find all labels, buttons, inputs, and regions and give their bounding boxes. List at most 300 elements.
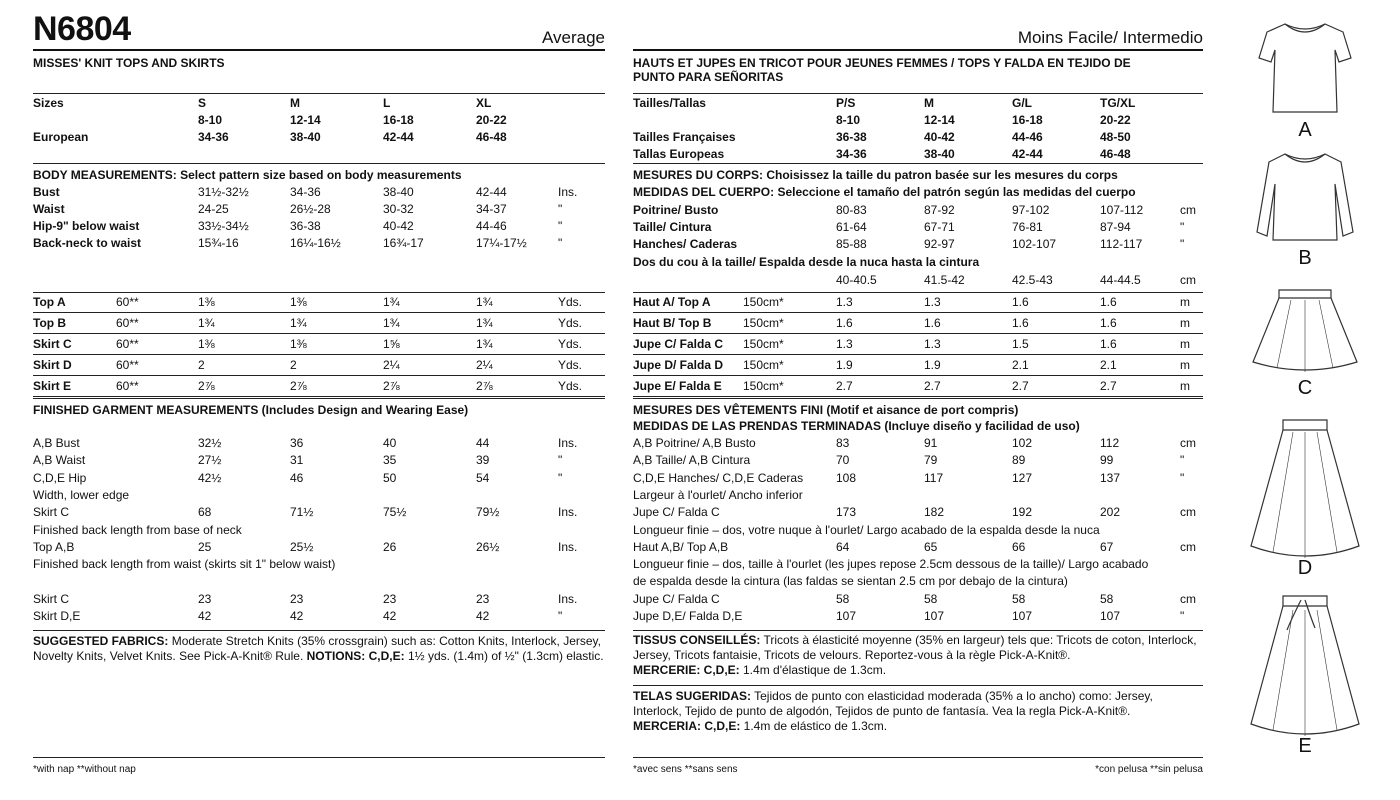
- yardage-row: [33, 379, 605, 395]
- cell: L: [383, 96, 391, 110]
- finished-measurement-row: [33, 609, 605, 625]
- cell: 76-81: [1012, 220, 1043, 234]
- finished-measurement-row: [633, 453, 1203, 469]
- cell: 1.3: [924, 337, 941, 351]
- cell: 36-38: [836, 130, 867, 144]
- row-label: C,D,E Hip: [33, 470, 87, 485]
- cell: 87-92: [924, 203, 955, 217]
- cell: 42: [198, 609, 212, 623]
- yardage-row: [633, 358, 1203, 374]
- back-neck-label: Dos du cou à la taille/ Espalda desde la nuca hasta la cintura: [633, 255, 980, 269]
- cell: 102: [1012, 436, 1033, 450]
- view-b-label: B: [1298, 247, 1312, 269]
- cell: 79½: [476, 505, 500, 520]
- footnote-es: *con pelusa **sin pelusa: [1095, 764, 1203, 775]
- finished-note: [633, 523, 1203, 539]
- cell: 27½: [198, 453, 222, 468]
- cell: S: [198, 96, 207, 110]
- cell: Ins.: [558, 505, 578, 520]
- cell: 48-50: [1100, 130, 1131, 144]
- cell: 65: [924, 539, 938, 554]
- row-label: Skirt C: [33, 591, 69, 606]
- rule: [33, 757, 605, 758]
- cell: 2: [198, 358, 205, 372]
- cell: 58: [836, 591, 850, 606]
- cell: 68: [198, 505, 212, 520]
- cell: 150cm*: [743, 358, 784, 372]
- yardage-row: [633, 379, 1203, 395]
- cell: 12-14: [290, 113, 321, 127]
- finished-measurement-row: [33, 540, 605, 556]
- finished-measurement-row: [633, 540, 1203, 556]
- finished-measurement-row: [33, 436, 605, 452]
- cell: 26½: [476, 539, 500, 554]
- cell: 1⅜: [290, 337, 307, 351]
- cell: 1⅝: [383, 337, 400, 351]
- rule: [633, 333, 1203, 334]
- cell: 36-38: [290, 219, 321, 233]
- cell: 2.7: [836, 379, 853, 393]
- cell: 60**: [116, 379, 139, 393]
- cell: 34-36: [198, 130, 229, 144]
- finished-note: [33, 488, 605, 504]
- cell: 20-22: [1100, 113, 1131, 127]
- cell: Yds.: [558, 358, 583, 372]
- row-label: Top A: [33, 295, 66, 309]
- rule: [33, 630, 605, 631]
- cell: 1.5: [1012, 337, 1029, 351]
- finished-measurement-row: [33, 505, 605, 521]
- long-skirt-tie-waist-icon: [1251, 596, 1359, 736]
- row-label: A,B Waist: [33, 453, 86, 468]
- cell: TG/XL: [1100, 96, 1136, 110]
- cell: M: [290, 96, 300, 110]
- row-label: Poitrine/ Busto: [633, 203, 719, 217]
- cell: Yds.: [558, 316, 583, 330]
- rule: [633, 163, 1203, 164]
- cell: ": [558, 470, 563, 485]
- cell: 137: [1100, 470, 1121, 485]
- cell: 46: [290, 470, 304, 485]
- footnote-fr: *avec sens **sans sens: [633, 764, 738, 775]
- row-label: Longueur finie – dos, votre nuque à l'ourlet/ Largo acabado de la espalda desde la nuca: [633, 522, 1100, 537]
- size-row: [633, 130, 1203, 146]
- cell: 1¾: [383, 295, 400, 309]
- cell: 40: [383, 436, 397, 450]
- pattern-number: N6804: [33, 10, 131, 48]
- row-label: Jupe D/ Falda D: [633, 358, 724, 372]
- cell: 1.6: [1012, 295, 1029, 309]
- finished-note: [33, 557, 605, 573]
- cell: 1¾: [476, 295, 493, 309]
- cell: ": [558, 609, 563, 623]
- cell: 2⅞: [476, 379, 493, 393]
- rule: [633, 396, 1203, 397]
- size-row: [633, 147, 1203, 163]
- cell: 58: [924, 591, 938, 606]
- size-row: [633, 96, 1203, 112]
- body-measurement-row: [33, 219, 605, 235]
- cell: 34-37: [476, 202, 507, 216]
- cell: cm: [1180, 436, 1196, 450]
- cell: 42: [290, 609, 304, 623]
- cell: 85-88: [836, 237, 867, 251]
- body-measurement-row: [633, 220, 1203, 236]
- cell: 32½: [198, 436, 222, 450]
- row-label: Back-neck to waist: [33, 236, 142, 250]
- telas-sugeridas: TELAS SUGERIDAS: Tejidos de punto con elasticidad moderada (35% a lo ancho) como: Jersey, Interlock, Tejido de punto de algodón, Tejidos de punto de fantasía. Vea la regla Pick-A-Knit®. MERCERIA: C,D,E: 1.4m de elástico de 1.3cm.: [633, 689, 1153, 733]
- rule: [633, 685, 1203, 686]
- cell: 1.6: [836, 316, 853, 330]
- row-label: Skirt D: [33, 358, 72, 372]
- cell: 79: [924, 453, 938, 468]
- cell: 39: [476, 453, 490, 468]
- cell: 36: [290, 436, 304, 450]
- view-a-label: A: [1298, 119, 1312, 141]
- cell: 60**: [116, 295, 139, 309]
- long-sleeve-top-icon: [1257, 154, 1353, 240]
- cell: 2¼: [476, 358, 493, 372]
- cell: 40-42: [924, 130, 955, 144]
- rule: [633, 354, 1203, 355]
- cell: 107: [1012, 609, 1033, 623]
- cell: ": [1180, 453, 1185, 468]
- cell: ": [558, 236, 563, 250]
- rule: [33, 312, 605, 313]
- cell: Ins.: [558, 436, 578, 450]
- rule: [33, 333, 605, 334]
- row-label: Tallas Europeas: [633, 147, 725, 161]
- row-label: Largeur à l'ourlet/ Ancho inferior: [633, 487, 803, 502]
- short-sleeve-top-icon: [1259, 24, 1351, 112]
- cell: 34-36: [836, 147, 867, 161]
- finished-measurement-row: [633, 609, 1203, 625]
- cell: 75½: [383, 505, 407, 520]
- yardage-row: [33, 316, 605, 332]
- view-e-label: E: [1298, 735, 1312, 757]
- cell: Ins.: [558, 539, 578, 554]
- yardage-row: [633, 295, 1203, 311]
- cell: m: [1180, 379, 1190, 393]
- row-label: Top B: [33, 316, 67, 330]
- cell: 60**: [116, 337, 139, 351]
- cell: 60**: [116, 316, 139, 330]
- cell: 40-40.5: [836, 273, 877, 287]
- cell: 16-18: [383, 113, 414, 127]
- cell: 16-18: [1012, 113, 1043, 127]
- finished-measurement-row: [33, 471, 605, 487]
- yardage-row: [33, 295, 605, 311]
- cell: 150cm*: [743, 295, 784, 309]
- cell: 2¼: [383, 358, 400, 372]
- row-label: Skirt C: [33, 337, 72, 351]
- cell: 1.6: [1012, 316, 1029, 330]
- cell: cm: [1180, 539, 1196, 554]
- cell: 150cm*: [743, 316, 784, 330]
- rule: [33, 396, 605, 397]
- cell: 42-44: [383, 130, 414, 144]
- rule: [633, 398, 1203, 399]
- finished-measurements-title-es: MEDIDAS DE LAS PRENDAS TERMINADAS (Incluye diseño y facilidad de uso): [633, 419, 1080, 433]
- cell: m: [1180, 316, 1190, 330]
- cell: 26½-28: [290, 202, 331, 216]
- cell: ": [1180, 220, 1185, 234]
- cell: 1.6: [1100, 337, 1117, 351]
- cell: 46-48: [476, 130, 507, 144]
- short-flared-skirt-icon: [1253, 290, 1357, 372]
- cell: 41.5-42: [924, 273, 965, 287]
- cell: 2⅞: [198, 379, 215, 393]
- cell: 1.6: [1100, 316, 1117, 330]
- finished-note: [633, 488, 1203, 504]
- body-measurement-row: [33, 202, 605, 218]
- pattern-title-fr-es: HAUTS ET JUPES EN TRICOT POUR JEUNES FEMMES / TOPS Y FALDA EN TEJIDO DE PUNTO PARA SEÑORITAS: [633, 56, 1131, 84]
- cell: 1¾: [476, 337, 493, 351]
- cell: 71½: [290, 505, 314, 520]
- rule: [633, 757, 1203, 758]
- cell: 117: [924, 470, 944, 485]
- cell: 26: [383, 539, 397, 554]
- cell: m: [1180, 358, 1190, 372]
- cell: cm: [1180, 203, 1196, 217]
- size-row: [33, 96, 605, 112]
- cell: 1.3: [924, 295, 941, 309]
- cell: 70: [836, 453, 850, 468]
- cell: 44-46: [476, 219, 507, 233]
- rule: [633, 312, 1203, 313]
- difficulty-level-fr-es: Moins Facile/ Intermedio: [1017, 28, 1203, 47]
- cell: m: [1180, 295, 1190, 309]
- cell: 67: [1100, 539, 1114, 554]
- cell: Yds.: [558, 295, 583, 309]
- cell: 1.9: [924, 358, 941, 372]
- row-label: Skirt C: [33, 505, 69, 520]
- finished-measurement-row: [633, 505, 1203, 521]
- cell: 1¾: [476, 316, 493, 330]
- cell: 58: [1012, 591, 1026, 606]
- cell: 127: [1012, 470, 1033, 485]
- back-neck-row: [633, 273, 1203, 289]
- cell: 44: [476, 436, 490, 450]
- cell: ": [558, 219, 563, 233]
- body-measurements-title: BODY MEASUREMENTS: Select pattern size based on body measurements: [33, 168, 462, 182]
- cell: 50: [383, 470, 397, 485]
- cell: 42-44: [476, 185, 507, 199]
- row-label: Tailles Françaises: [633, 130, 736, 144]
- cell: ": [1180, 237, 1185, 251]
- cell: 44-46: [1012, 130, 1043, 144]
- cell: 24-25: [198, 202, 229, 216]
- cell: Yds.: [558, 337, 583, 351]
- cell: 1.3: [836, 295, 853, 309]
- view-illustrations: [1245, 0, 1365, 800]
- cell: 66: [1012, 539, 1026, 554]
- finished-note: [633, 574, 1203, 590]
- cell: 2⅞: [290, 379, 307, 393]
- rule: [33, 354, 605, 355]
- long-flared-skirt-icon: [1251, 420, 1359, 558]
- body-measurement-row: [33, 185, 605, 201]
- cell: 1.6: [924, 316, 941, 330]
- cell: 202: [1100, 505, 1121, 520]
- rule: [633, 292, 1203, 293]
- size-row: [633, 113, 1203, 129]
- rule: [633, 630, 1203, 631]
- cell: 2⅞: [383, 379, 400, 393]
- row-label: Finished back length from base of neck: [33, 522, 242, 537]
- size-row: [33, 113, 605, 129]
- cell: 80-83: [836, 203, 867, 217]
- cell: 112: [1100, 436, 1120, 450]
- cell: 42: [383, 609, 397, 623]
- pattern-title: MISSES' KNIT TOPS AND SKIRTS: [33, 56, 225, 70]
- cell: 16¼-16½: [290, 236, 341, 250]
- cell: 107: [836, 609, 857, 623]
- cell: 31½-32½: [198, 185, 249, 199]
- cell: 1.9: [836, 358, 853, 372]
- cell: 54: [476, 470, 490, 485]
- body-measurement-row: [33, 236, 605, 252]
- cell: 1.6: [1100, 295, 1117, 309]
- row-label: C,D,E Hanches/ C,D,E Caderas: [633, 470, 804, 485]
- row-label: Haut A/ Top A: [633, 295, 711, 309]
- row-label: Jupe C/ Falda C: [633, 337, 724, 351]
- row-label: A,B Taille/ A,B Cintura: [633, 453, 751, 468]
- rule: [33, 93, 605, 94]
- view-d-label: D: [1297, 557, 1313, 579]
- cell: 92-97: [924, 237, 955, 251]
- cell: 34-36: [290, 185, 321, 199]
- cell: 67-71: [924, 220, 955, 234]
- cell: 102-107: [1012, 237, 1057, 251]
- finished-measurement-row: [33, 453, 605, 469]
- cell: 23: [383, 591, 397, 606]
- cell: 192: [1012, 505, 1033, 520]
- finished-measurement-row: [633, 592, 1203, 608]
- finished-note: [33, 523, 605, 539]
- rule: [633, 93, 1203, 94]
- yardage-row: [33, 358, 605, 374]
- finished-measurement-row: [33, 592, 605, 608]
- cell: ": [558, 202, 563, 216]
- cell: P/S: [836, 96, 856, 110]
- row-label: Jupe C/ Falda C: [633, 591, 720, 606]
- cell: 12-14: [924, 113, 955, 127]
- rule: [33, 292, 605, 293]
- body-measurement-row: [633, 237, 1203, 253]
- cell: 16¾-17: [383, 236, 424, 250]
- cell: 2.7: [1100, 379, 1117, 393]
- cell: 107: [924, 609, 945, 623]
- yardage-row: [33, 337, 605, 353]
- cell: 107-112: [1100, 203, 1144, 217]
- cell: 64: [836, 539, 850, 554]
- row-label: European: [33, 130, 89, 144]
- cell: 25: [198, 539, 212, 554]
- cell: 173: [836, 505, 857, 520]
- cell: 58: [1100, 591, 1114, 606]
- cell: 35: [383, 453, 397, 468]
- cell: 2.1: [1100, 358, 1117, 372]
- body-measurement-row: [633, 203, 1203, 219]
- row-label: de espalda desde la cintura (las faldas se sientan 2.5 cm por debajo de la cintura): [633, 574, 1068, 589]
- finished-measurements-title-fr: MESURES DES VÊTEMENTS FINI (Motif et aisance de port compris): [633, 403, 1019, 417]
- cell: 31: [290, 453, 304, 468]
- view-c-label: C: [1297, 377, 1313, 399]
- cell: G/L: [1012, 96, 1032, 110]
- cell: 40-42: [383, 219, 414, 233]
- row-label: Hip-9" below waist: [33, 219, 140, 233]
- row-label: Longueur finie – dos, taille à l'ourlet (les jupes repose 2.5cm dessous de la taille)/ Largo acabado: [633, 557, 1149, 572]
- row-label: Waist: [33, 202, 65, 216]
- cell: 112-117: [1100, 237, 1143, 251]
- cell: 46-48: [1100, 147, 1131, 161]
- finished-measurement-row: [633, 436, 1203, 452]
- rule: [633, 375, 1203, 376]
- cell: 61-64: [836, 220, 867, 234]
- cell: M: [924, 96, 934, 110]
- cell: 20-22: [476, 113, 507, 127]
- cell: cm: [1180, 505, 1196, 520]
- cell: Ins.: [558, 185, 578, 199]
- cell: ": [1180, 609, 1185, 623]
- cell: ": [1180, 470, 1185, 485]
- row-label: A,B Bust: [33, 436, 80, 450]
- cell: 108: [836, 470, 857, 485]
- cell: 1.3: [836, 337, 853, 351]
- finished-measurements-title: FINISHED GARMENT MEASUREMENTS (Includes Design and Wearing Ease): [33, 403, 469, 417]
- cell: 1¾: [198, 316, 215, 330]
- finished-measurement-row: [633, 471, 1203, 487]
- size-row: [33, 130, 605, 146]
- cell: 33½-34½: [198, 219, 249, 233]
- body-measurements-title-es: MEDIDAS DEL CUERPO: Seleccione el tamaño del patrón según las medidas del cuerpo: [633, 185, 1136, 199]
- cell: 42: [476, 609, 490, 623]
- cell: 42-44: [1012, 147, 1043, 161]
- cell: 99: [1100, 453, 1114, 468]
- cell: 38-40: [290, 130, 321, 144]
- row-label: Skirt E: [33, 379, 72, 393]
- cell: ": [558, 453, 563, 468]
- header-rule: [33, 49, 605, 51]
- cell: 44-44.5: [1100, 273, 1141, 287]
- cell: 42½: [198, 470, 222, 485]
- cell: 25½: [290, 539, 314, 554]
- cell: 1¾: [290, 316, 307, 330]
- cell: 89: [1012, 453, 1026, 468]
- finished-note: [633, 557, 1203, 573]
- cell: Ins.: [558, 591, 578, 606]
- cell: 2.7: [924, 379, 941, 393]
- row-label: Tailles/Tallas: [633, 96, 706, 110]
- cell: 150cm*: [743, 379, 784, 393]
- cell: 1⅜: [198, 337, 215, 351]
- cell: 1⅜: [198, 295, 215, 309]
- cell: Yds.: [558, 379, 583, 393]
- cell: 42.5-43: [1012, 273, 1053, 287]
- tissus-conseilles: TISSUS CONSEILLÉS: Tricots à élasticité moyenne (35% en largeur) tels que: Tricots de coton, Interlock, Jersey, Tricots fantaisie, Tricots de velours. Reportez-vous à la règle Pick-A-Knit®. MERCERIE: C,D,E: 1.4m d'élastique de 1.3cm.: [633, 633, 1197, 677]
- row-label: Sizes: [33, 96, 64, 110]
- cell: 150cm*: [743, 337, 784, 351]
- cell: 17¼-17½: [476, 236, 527, 250]
- yardage-row: [633, 337, 1203, 353]
- cell: 1⅜: [290, 295, 307, 309]
- footnote: *with nap **without nap: [33, 764, 136, 775]
- row-label: Skirt D,E: [33, 609, 81, 623]
- cell: 60**: [116, 358, 139, 372]
- yardage-row: [633, 316, 1203, 332]
- cell: 23: [476, 591, 490, 606]
